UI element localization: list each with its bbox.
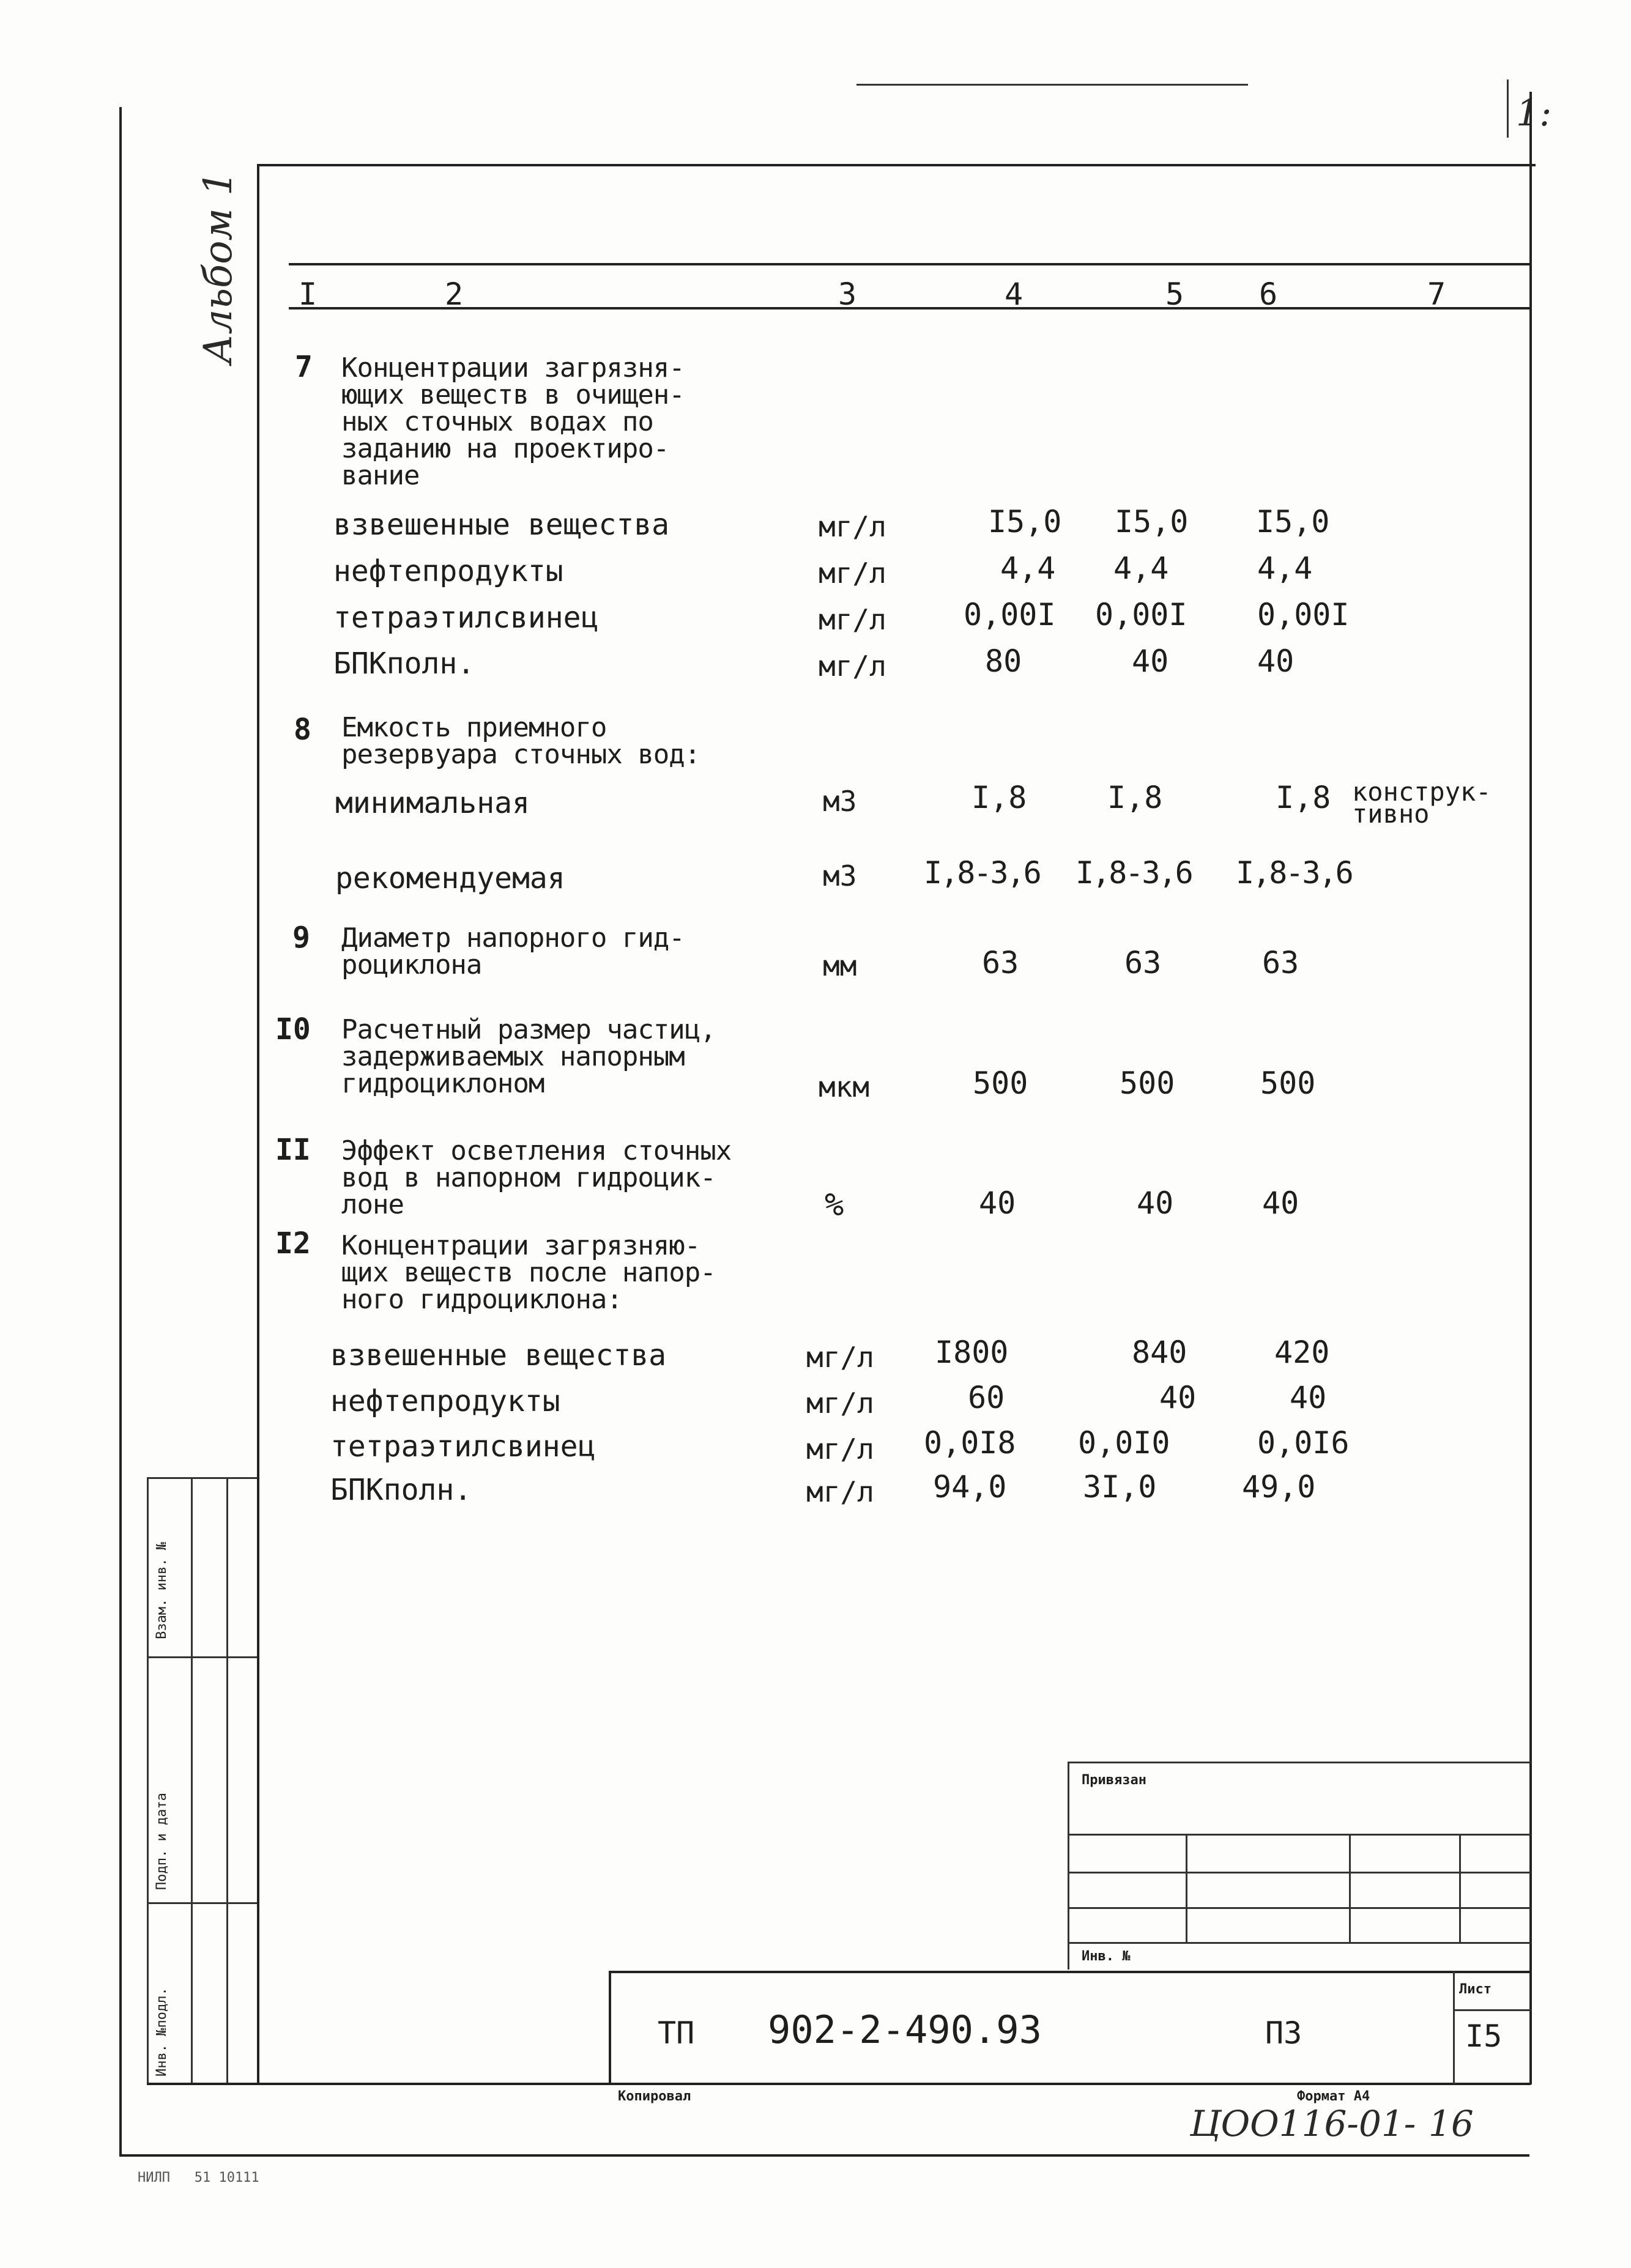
row-unit: мм bbox=[823, 949, 857, 982]
value-col5: 500 bbox=[1120, 1065, 1175, 1101]
stamp-row-left bbox=[609, 1971, 611, 2084]
stamp-strip-top bbox=[147, 1477, 257, 1479]
stamp-podp-data: Подп. и дата bbox=[154, 1793, 169, 1890]
value-col6: I5,0 bbox=[1256, 504, 1330, 539]
value-col4: 0,00I bbox=[964, 597, 1056, 632]
sheet-number: I5 bbox=[1465, 2018, 1503, 2054]
privyazan-label: Привязан bbox=[1082, 1773, 1146, 1788]
row-unit: мкм bbox=[819, 1070, 870, 1103]
frame-top bbox=[257, 164, 1536, 166]
value-col4: 63 bbox=[982, 945, 1019, 980]
value-col6: 420 bbox=[1274, 1335, 1330, 1370]
document-code: 902-2-490.93 bbox=[768, 2007, 1042, 2052]
album-label: Альбом 1 bbox=[196, 171, 241, 364]
item-unit: мг/л bbox=[819, 650, 886, 683]
column-header-1: I bbox=[299, 276, 318, 312]
value-col4: 4,4 bbox=[1000, 550, 1056, 586]
column-header-6: 6 bbox=[1259, 276, 1278, 312]
row-number: II bbox=[275, 1133, 311, 1167]
outer-bottom-line bbox=[119, 2154, 1529, 2157]
stamp-row-top bbox=[609, 1971, 1531, 1973]
item-unit: м3 bbox=[823, 859, 857, 892]
value-col7-note: конструк- тивно bbox=[1352, 777, 1492, 829]
row-description: Диаметр напорного гид- роциклона bbox=[341, 922, 685, 980]
value-col6: 0,0I6 bbox=[1257, 1425, 1350, 1461]
value-col4: 80 bbox=[985, 643, 1022, 679]
value-col6: 63 bbox=[1262, 945, 1299, 980]
stamp-strip-right bbox=[226, 1477, 228, 2083]
top-faint-line bbox=[856, 84, 1248, 86]
grid-line bbox=[1068, 1942, 1531, 1944]
column-header-7: 7 bbox=[1427, 276, 1446, 312]
value-col4: I5,0 bbox=[988, 504, 1062, 539]
value-col5: 4,4 bbox=[1113, 550, 1169, 586]
grid-line bbox=[1068, 1872, 1531, 1873]
stamp-sheet-line bbox=[1453, 2009, 1531, 2011]
stamp-strip-sep1 bbox=[147, 1656, 257, 1658]
stamp-vzam-inv: Взам. инв. № bbox=[154, 1542, 169, 1639]
value-col6: I,8-3,6 bbox=[1236, 855, 1352, 891]
item-unit: мг/л bbox=[806, 1432, 874, 1466]
grid-left bbox=[1068, 1762, 1069, 1970]
value-col4: I800 bbox=[935, 1335, 1009, 1370]
item-unit: м3 bbox=[823, 785, 857, 818]
item-name: БПКполн. bbox=[330, 1473, 472, 1507]
grid-top bbox=[1068, 1762, 1531, 1763]
grid-col bbox=[1186, 1834, 1187, 1942]
item-name: нефтепродукты bbox=[330, 1384, 560, 1418]
value-col5: 40 bbox=[1132, 643, 1169, 679]
value-col4: I,8-3,6 bbox=[924, 855, 1040, 891]
value-col5: 40 bbox=[1159, 1380, 1197, 1415]
item-unit: мг/л bbox=[819, 557, 886, 590]
tp-prefix: ТП bbox=[658, 2015, 695, 2051]
stamp-inv-podl: Инв. №подл. bbox=[154, 1987, 169, 2077]
frame-bottom bbox=[147, 2083, 1531, 2085]
value-col6: 40 bbox=[1257, 643, 1295, 679]
item-name: минимальная bbox=[335, 786, 530, 820]
table-header-bottom-line bbox=[289, 307, 1531, 309]
value-col5: I5,0 bbox=[1115, 504, 1189, 539]
item-name: взвешенные вещества bbox=[330, 1338, 667, 1373]
row-description: Емкость приемного резервуара сточных вод: bbox=[341, 712, 700, 770]
column-header-3: 3 bbox=[838, 276, 857, 312]
item-name: нефтепродукты bbox=[333, 554, 563, 588]
left-margin-line bbox=[119, 107, 122, 2156]
stamp-strip-divider bbox=[191, 1477, 193, 2083]
value-col5: 3I,0 bbox=[1083, 1469, 1157, 1505]
value-col4: I,8 bbox=[972, 780, 1027, 815]
row-description: Расчетный размер частиц, задерживаемых напорным гидроциклоном bbox=[341, 1014, 716, 1099]
value-col5: 63 bbox=[1124, 945, 1162, 980]
item-name: БПКполн. bbox=[333, 647, 475, 681]
item-name: рекомендуемая bbox=[335, 861, 565, 895]
value-col6: 0,00I bbox=[1257, 597, 1350, 632]
grid-line bbox=[1068, 1834, 1531, 1836]
inv-no-label: Инв. № bbox=[1082, 1949, 1131, 1964]
frame-right bbox=[1529, 92, 1532, 2085]
value-col6: 4,4 bbox=[1257, 550, 1313, 586]
row-number: I2 bbox=[275, 1226, 311, 1261]
item-name: тетраэтилсвинец bbox=[330, 1429, 596, 1464]
value-col5: I,8-3,6 bbox=[1076, 855, 1192, 891]
value-col5: 0,00I bbox=[1095, 597, 1187, 632]
grid-col bbox=[1459, 1834, 1461, 1942]
frame-left bbox=[257, 164, 259, 2085]
copied-label: Копировал bbox=[618, 2089, 691, 2104]
value-col4: 40 bbox=[979, 1185, 1016, 1221]
row-unit: % bbox=[825, 1187, 844, 1223]
value-col6: 40 bbox=[1262, 1185, 1299, 1221]
value-col6: I,8 bbox=[1276, 780, 1331, 815]
value-col5: 40 bbox=[1137, 1185, 1174, 1221]
item-unit: мг/л bbox=[806, 1341, 874, 1374]
row-description: Концентрации загрязняю- щих веществ после напор- ного гидроциклона: bbox=[341, 1230, 716, 1315]
item-unit: мг/л bbox=[806, 1475, 874, 1508]
column-header-4: 4 bbox=[1005, 276, 1024, 312]
stamp-sheet-divider bbox=[1453, 1971, 1455, 2084]
column-header-2: 2 bbox=[445, 276, 464, 312]
page-corner-mark: 1: bbox=[1516, 92, 1552, 135]
row-number: 8 bbox=[294, 713, 311, 747]
value-col6: 500 bbox=[1260, 1065, 1316, 1101]
item-unit: мг/л bbox=[819, 603, 886, 636]
table-header-top-line bbox=[289, 263, 1531, 265]
row-description: Эффект осветления сточных вод в напорном гидроцик- лоне bbox=[341, 1135, 732, 1220]
row-number: 9 bbox=[292, 921, 310, 955]
archive-number: ЦОО116-01- bbox=[1190, 2103, 1416, 2144]
column-header-5: 5 bbox=[1165, 276, 1184, 312]
value-col6: 40 bbox=[1290, 1380, 1327, 1415]
value-col4: 500 bbox=[973, 1065, 1028, 1101]
row-description: Концентрации загрязня- ющих веществ в очищен- ных сточных водах по заданию на проектиро- вание bbox=[341, 352, 685, 491]
bottom-left-code: НИЛП 51 10111 bbox=[138, 2170, 259, 2185]
corner-mark-line bbox=[1507, 80, 1509, 138]
row-number: 7 bbox=[295, 350, 313, 384]
item-unit: мг/л bbox=[806, 1387, 874, 1420]
archive-page: 16 bbox=[1429, 2103, 1474, 2144]
grid-col bbox=[1349, 1834, 1351, 1942]
value-col5: 840 bbox=[1132, 1335, 1187, 1370]
format-label: Формат А4 bbox=[1297, 2089, 1370, 2104]
stamp-strip-left bbox=[147, 1477, 149, 2083]
value-col5: I,8 bbox=[1107, 780, 1163, 815]
item-unit: мг/л bbox=[819, 510, 886, 543]
section-code: ПЗ bbox=[1265, 2015, 1302, 2051]
value-col4: 60 bbox=[968, 1380, 1005, 1415]
grid-line bbox=[1068, 1907, 1531, 1909]
value-col4: 94,0 bbox=[933, 1469, 1007, 1505]
value-col4: 0,0I8 bbox=[924, 1425, 1016, 1461]
row-number: I0 bbox=[275, 1012, 311, 1047]
item-name: взвешенные вещества bbox=[333, 508, 670, 542]
value-col5: 0,0I0 bbox=[1078, 1425, 1170, 1461]
sheet-label: Лист bbox=[1459, 1982, 1492, 1997]
item-name: тетраэтилсвинец bbox=[333, 601, 599, 635]
stamp-strip-sep2 bbox=[147, 1902, 257, 1904]
value-col6: 49,0 bbox=[1242, 1469, 1316, 1505]
